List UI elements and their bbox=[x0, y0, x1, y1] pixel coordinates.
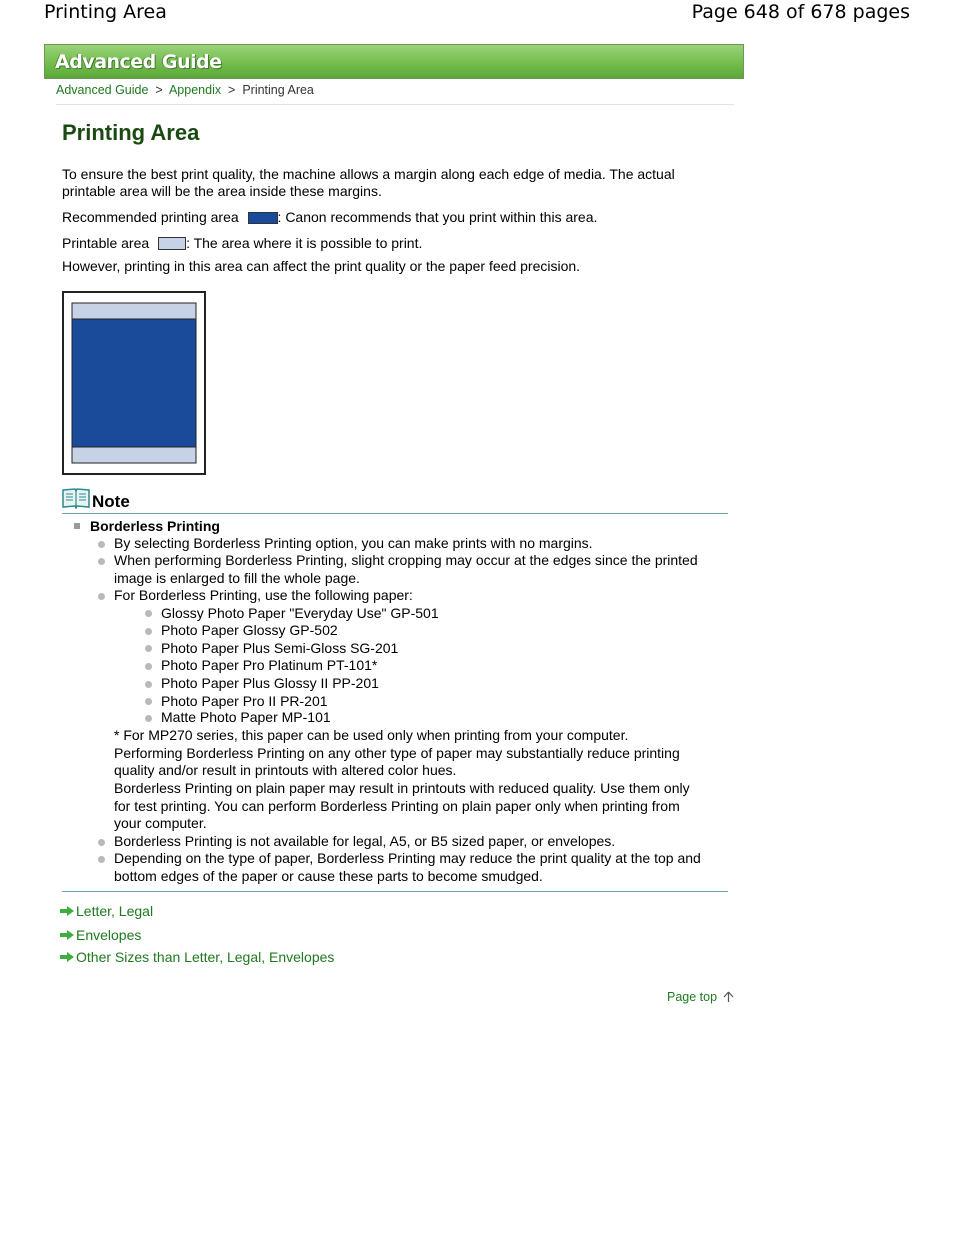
note-bullet-5-line-1: Depending on the type of paper, Borderless Printing may reduce the print quality at the top and bbox=[114, 850, 701, 866]
borderless-heading: Borderless Printing bbox=[90, 518, 220, 534]
breadcrumb-advanced-guide[interactable]: Advanced Guide bbox=[56, 83, 149, 97]
link-other-sizes[interactable]: Other Sizes than Letter, Legal, Envelopes bbox=[76, 949, 335, 965]
banner-label: Advanced Guide bbox=[55, 51, 222, 73]
plain-paper-line-2: for test printing. You can perform Borderless Printing on plain paper only when printing from bbox=[114, 798, 680, 814]
circle-bullet-icon bbox=[98, 541, 105, 548]
breadcrumb-appendix[interactable]: Appendix bbox=[168, 83, 222, 97]
circle-bullet-icon bbox=[145, 715, 152, 722]
circle-bullet-icon bbox=[145, 681, 152, 688]
related-link-letter-legal[interactable] bbox=[60, 903, 153, 919]
printing-area-diagram bbox=[62, 291, 206, 475]
arrow-up-icon bbox=[723, 991, 734, 1003]
printable-label: Printable area bbox=[62, 235, 150, 251]
circle-bullet-icon bbox=[98, 856, 105, 863]
circle-bullet-icon bbox=[98, 839, 105, 846]
recommended-area bbox=[72, 319, 196, 447]
paper-item: Photo Paper Pro II PR-201 bbox=[161, 693, 328, 709]
pdf-header bbox=[0, 0, 954, 30]
note-bullet-5-line-2: bottom edges of the paper or cause these parts to become smudged. bbox=[114, 868, 543, 884]
plain-paper-line-1: Borderless Printing on plain paper may result in printouts with reduced quality. Use them only bbox=[114, 780, 690, 796]
printable-desc: : The area where it is possible to print. bbox=[186, 235, 423, 251]
link-letter-legal[interactable]: Letter, Legal bbox=[76, 903, 154, 919]
circle-bullet-icon bbox=[145, 663, 152, 670]
page-top-label[interactable]: Page top bbox=[667, 990, 718, 1004]
other-paper-line-1: Performing Borderless Printing on any other type of paper may substantially reduce printing bbox=[114, 745, 680, 761]
page-counter: Page 648 of 678 pages bbox=[691, 1, 910, 23]
footnote: * For MP270 series, this paper can be used only when printing from your computer. bbox=[114, 727, 629, 743]
intro-line-1: To ensure the best print quality, the machine allows a margin along each edge of media. The actual bbox=[62, 166, 675, 182]
other-paper-line-2: quality and/or result in printouts with altered color hues. bbox=[114, 762, 457, 778]
recommended-area-text bbox=[62, 209, 722, 226]
note-bullet-3: For Borderless Printing, use the following paper: bbox=[114, 587, 413, 603]
advanced-guide-banner bbox=[44, 44, 744, 79]
recommended-desc: : Canon recommends that you print within this area. bbox=[277, 209, 598, 225]
note-bullet-4: Borderless Printing is not available for legal, A5, or B5 sized paper, or envelopes. bbox=[114, 833, 616, 849]
recommended-area-swatch bbox=[248, 212, 278, 224]
breadcrumb-separator: > bbox=[151, 83, 167, 97]
link-envelopes[interactable]: Envelopes bbox=[76, 927, 142, 943]
note-bullet-1: By selecting Borderless Printing option, you can make prints with no margins. bbox=[114, 535, 593, 551]
paper-item: Photo Paper Plus Glossy II PP-201 bbox=[161, 675, 379, 691]
square-bullet-icon bbox=[74, 523, 80, 529]
note-book-icon bbox=[62, 487, 90, 509]
circle-bullet-icon bbox=[98, 558, 105, 565]
circle-bullet-icon bbox=[145, 645, 152, 652]
circle-bullet-icon bbox=[98, 593, 105, 600]
note-bullet-2-line-2: image is enlarged to fill the whole page. bbox=[114, 570, 360, 586]
breadcrumb bbox=[56, 83, 314, 97]
page-top-link[interactable] bbox=[667, 990, 734, 1004]
document-title: Printing Area bbox=[44, 1, 167, 23]
intro-line-2: printable area will be the area inside these margins. bbox=[62, 183, 382, 199]
paper-item: Photo Paper Pro Platinum PT-101* bbox=[161, 657, 378, 673]
circle-bullet-icon bbox=[145, 628, 152, 635]
note-divider bbox=[62, 891, 728, 892]
note-bullet-2-line-1: When performing Borderless Printing, slight cropping may occur at the edges since the printed bbox=[114, 552, 698, 568]
related-link-other-sizes[interactable] bbox=[60, 949, 334, 965]
related-link-envelopes[interactable] bbox=[60, 927, 141, 943]
paper-item: Photo Paper Plus Semi-Gloss SG-201 bbox=[161, 640, 399, 656]
arrow-right-icon bbox=[60, 952, 74, 962]
printable-area-text bbox=[62, 235, 722, 252]
paper-item: Photo Paper Glossy GP-502 bbox=[161, 622, 338, 638]
however-text: However, printing in this area can affect the print quality or the paper feed precision. bbox=[62, 258, 581, 274]
breadcrumb-current: Printing Area bbox=[242, 83, 314, 97]
recommended-label: Recommended printing area bbox=[62, 209, 239, 225]
paper-item: Glossy Photo Paper "Everyday Use" GP-501 bbox=[161, 605, 439, 621]
plain-paper-line-3: your computer. bbox=[114, 815, 207, 831]
page-title: Printing Area bbox=[62, 120, 200, 145]
arrow-right-icon bbox=[60, 930, 74, 940]
circle-bullet-icon bbox=[145, 698, 152, 705]
arrow-right-icon bbox=[60, 906, 74, 916]
note-label: Note bbox=[92, 492, 130, 511]
breadcrumb-separator: > bbox=[224, 83, 239, 97]
divider bbox=[56, 104, 734, 105]
paper-item: Matte Photo Paper MP-101 bbox=[161, 709, 331, 725]
note-header bbox=[62, 487, 728, 514]
printable-area-swatch bbox=[158, 237, 186, 250]
circle-bullet-icon bbox=[145, 610, 152, 617]
